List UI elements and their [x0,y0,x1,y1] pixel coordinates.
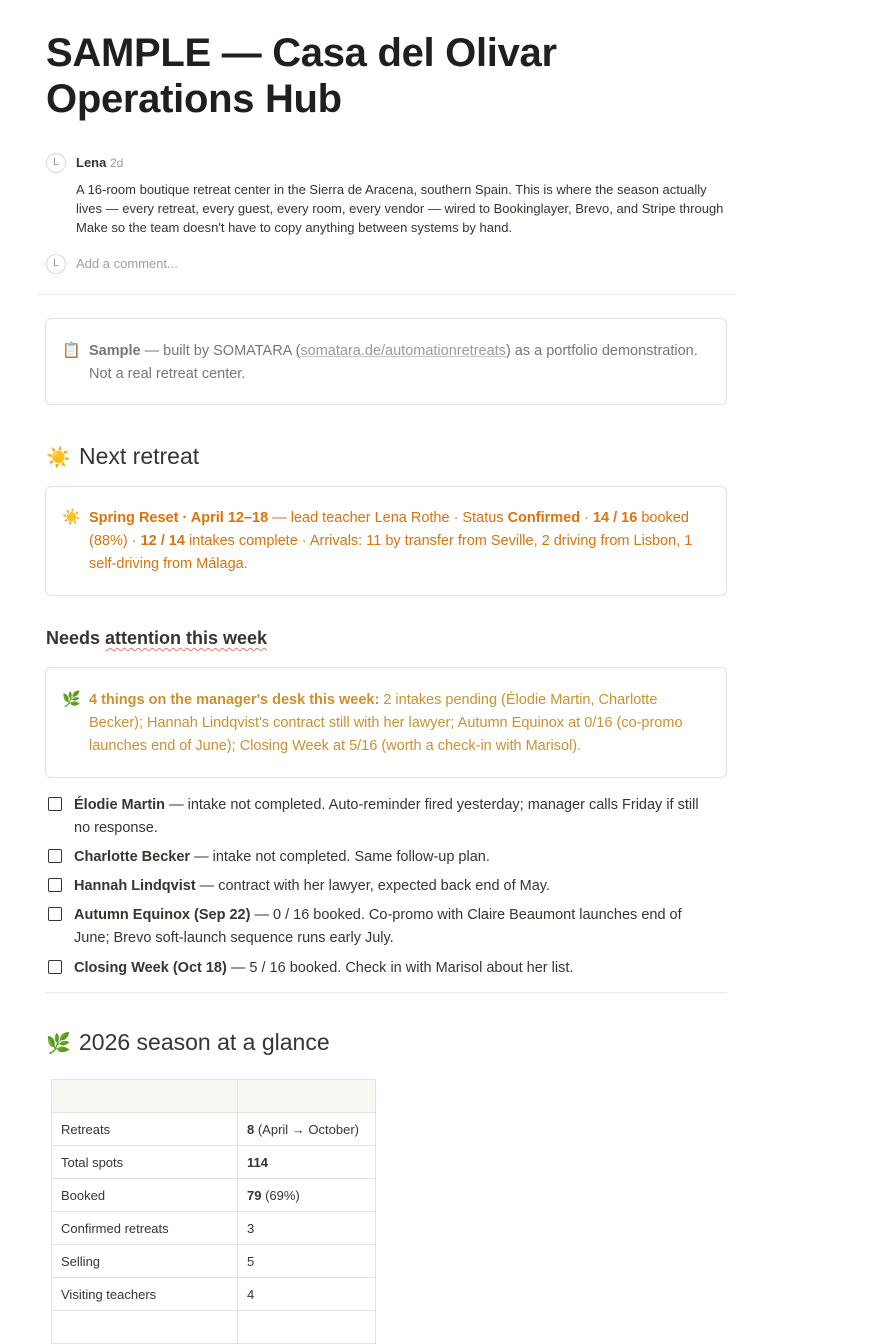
retreat-name: Spring Reset · April 12–18 [89,510,269,526]
todo-item [48,875,718,898]
todo-item [48,846,718,869]
season-heading[interactable] [46,1027,330,1059]
retreat-text-4: intakes complete · Arrivals: 11 by transfer from Seville, 2 driving from Lisbon, 1 self-driving from Málaga. [89,533,693,572]
needs-attention-heading[interactable] [46,628,267,649]
avatar[interactable]: L [46,153,66,173]
comment-timestamp: 2d [110,156,124,170]
todo-item [48,794,718,840]
table-cell-label[interactable]: Retreats [52,1113,238,1146]
todo-checkbox[interactable] [48,907,62,921]
value-rest: (69%) [261,1187,300,1203]
table-cell-value[interactable] [238,1311,376,1344]
attention-heading-prefix: Needs [46,628,106,648]
clipboard-icon: 📋 [62,342,81,359]
table-header-row [52,1080,376,1113]
table-cell-value[interactable] [238,1179,376,1212]
value-bold: 79 [247,1187,262,1203]
value-bold: 114 [247,1154,268,1170]
todo-title: Élodie Martin [74,797,166,813]
comment-author[interactable]: Lena [76,155,107,170]
page-title[interactable]: SAMPLE — Casa del Olivar Operations Hub [46,31,557,121]
table-row [52,1245,376,1278]
retreat-text-2: · [580,510,593,526]
value-rest: 4 [247,1286,255,1302]
table-cell-value[interactable] [238,1278,376,1311]
todo-item [48,957,718,980]
attention-callout [45,667,727,778]
attention-heading-underlined: attention this week [105,628,268,648]
todo-text: — intake not completed. Auto-reminder fired yesterday; manager calls Friday if still no response. [74,797,699,836]
sample-text-1: — built by SOMATARA ( [140,343,301,359]
table-row [52,1278,376,1311]
table-header-cell[interactable] [52,1080,238,1113]
sample-label: Sample [89,343,141,359]
table-cell-label[interactable]: Visiting teachers [52,1278,238,1311]
season-table [51,1079,376,1344]
retreat-status: Confirmed [507,510,581,526]
retreat-text-1: — lead teacher Lena Rothe · Status [268,510,508,526]
next-retreat-text [89,507,702,576]
sun-icon: ☀️ [62,509,81,526]
table-cell-label[interactable]: Selling [52,1245,238,1278]
comment-divider [38,294,735,295]
herb-icon: 🌿 [62,691,81,708]
table-header-cell[interactable] [238,1080,376,1113]
todo-checkbox[interactable] [48,797,62,811]
todo-title: Autumn Equinox (Sep 22) [74,907,251,923]
section-divider [45,992,727,993]
sample-text-2: ) as a portfolio demonstration. Not a real retreat center. [89,343,698,382]
value-bold: 8 [247,1121,255,1137]
table-row [52,1179,376,1212]
retreat-text-3: booked (88%) · [89,510,689,549]
add-comment-input[interactable]: Add a comment... [76,256,178,271]
table-cell-value[interactable] [238,1245,376,1278]
todo-checkbox[interactable] [48,878,62,892]
todo-text: — 0 / 16 booked. Co-promo with Claire Beaumont launches end of June; Brevo soft-launch sequence runs early July. [74,907,682,946]
season-heading-text: 2026 season at a glance [79,1029,330,1055]
retreat-intakes: 12 / 14 [140,533,185,549]
sample-callout [45,318,727,405]
table-cell-label[interactable]: Booked [52,1179,238,1212]
table-row [52,1212,376,1245]
value-rest: (April → October) [254,1121,359,1137]
somatara-link[interactable]: somatara.de/automationretreats [300,343,506,359]
table-cell-value[interactable] [238,1113,376,1146]
todo-text: — intake not completed. Same follow-up plan. [190,849,490,865]
table-cell-value[interactable] [238,1146,376,1179]
todo-item [48,904,718,950]
table-cell-label[interactable]: Total spots [52,1146,238,1179]
next-retreat-callout [45,486,727,596]
sample-callout-text [89,340,702,386]
retreat-booked: 14 / 16 [592,510,638,526]
avatar: L [46,254,66,274]
value-rest: 3 [247,1220,255,1236]
table-cell-value[interactable] [238,1212,376,1245]
value-rest: 5 [247,1253,255,1269]
todo-title: Charlotte Becker [74,849,191,865]
table-cell-label[interactable]: Confirmed retreats [52,1212,238,1245]
next-retreat-heading-text: Next retreat [79,443,200,469]
todo-title: Closing Week (Oct 18) [74,960,227,976]
attention-body: 2 intakes pending (Élodie Martin, Charlotte Becker); Hannah Lindqvist's contract still with her lawyer; Autumn Equinox at 0/16 (co-promo launches end of June); Closing Week at 5/16 (worth a check-in with Marisol). [89,692,683,754]
table-row [52,1311,376,1344]
comment-body: A 16-room boutique retreat center in the Sierra de Aracena, southern Spain. This is where the season actually lives — every retreat, every guest, every room, every vendor — wired to Bookinglayer, Brevo, and Stripe through Make so the team doesn't have to copy anything between systems by hand. [76,182,724,235]
sun-icon: ☀️ [46,447,71,469]
attention-bold: 4 things on the manager's desk this week: [89,692,380,708]
table-cell-label[interactable] [52,1311,238,1344]
todo-title: Hannah Lindqvist [74,878,196,894]
todo-text: — 5 / 16 booked. Check in with Marisol about her list. [226,960,574,976]
table-row [52,1113,376,1146]
table-row [52,1146,376,1179]
todo-text: — contract with her lawyer, expected back end of May. [195,878,550,894]
todo-checkbox[interactable] [48,849,62,863]
next-retreat-heading[interactable] [46,441,199,473]
herb-icon: 🌿 [46,1033,71,1055]
attention-text [89,689,702,758]
todo-checkbox[interactable] [48,960,62,974]
